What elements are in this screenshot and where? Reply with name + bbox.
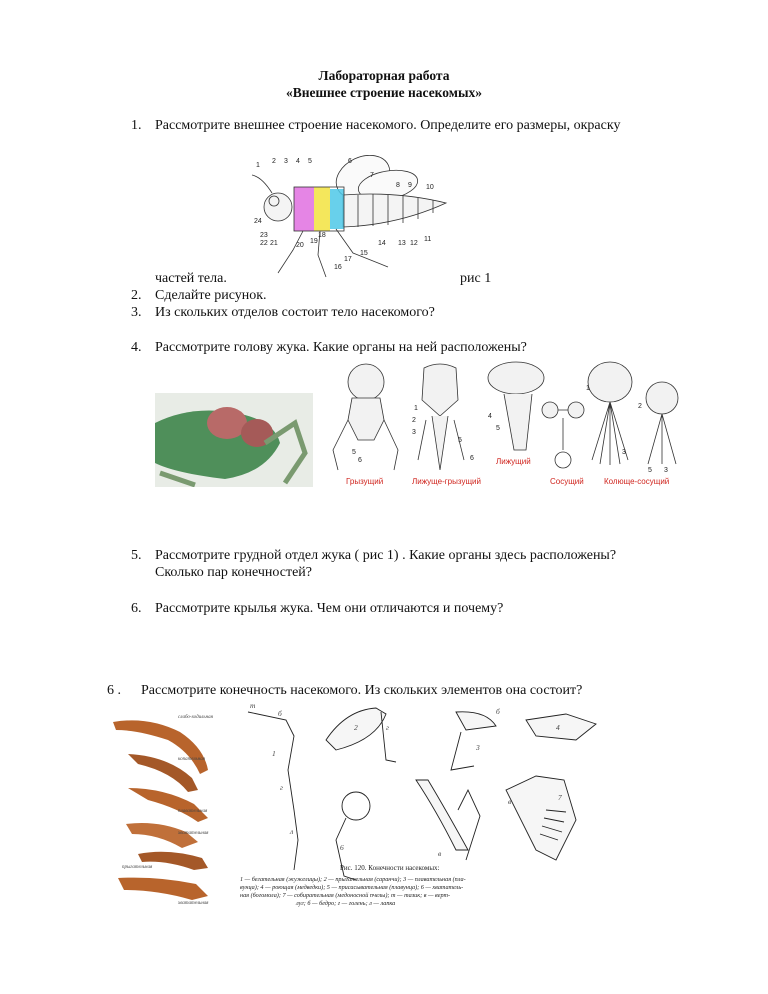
task-number: 6. <box>131 601 142 616</box>
svg-text:копательная: копательная <box>178 757 206 762</box>
caption-line-1: 1 — бегательная (жужелицы); 2 — прыгательная (саранчи); 3 — плавательная (пла- <box>240 876 466 883</box>
svg-text:в: в <box>438 849 442 858</box>
svg-text:2: 2 <box>412 417 416 424</box>
svg-text:21: 21 <box>270 240 278 247</box>
task-1-continuation: частей тела. <box>155 271 227 286</box>
caption-line-4: луг; б — бедро; г — голень; л — лапка <box>296 900 396 907</box>
svg-text:2: 2 <box>354 723 358 732</box>
caption-title: Рис. 120. Конечности насекомых: <box>340 864 440 872</box>
svg-text:1: 1 <box>414 405 418 412</box>
task-number: 5. <box>131 548 142 563</box>
caption-line-3: ная (богомола); 7 — собирательная (медоносной пчелы); т — тазик; в — верт- <box>240 892 451 899</box>
task-5-continuation: Сколько пар конечностей? <box>155 565 312 580</box>
svg-text:2: 2 <box>638 403 642 410</box>
figure-1-label: рис 1 <box>460 271 492 286</box>
task-6 <box>131 600 503 618</box>
limbs-line-drawings <box>236 700 616 908</box>
svg-text:24: 24 <box>254 218 262 225</box>
svg-text:4: 4 <box>296 158 300 165</box>
svg-text:г: г <box>280 783 283 792</box>
svg-text:прыгательная: прыгательная <box>122 865 153 870</box>
svg-text:7: 7 <box>370 172 374 179</box>
svg-text:6: 6 <box>348 158 352 165</box>
task-3 <box>131 304 435 322</box>
svg-text:19: 19 <box>310 238 318 245</box>
svg-text:3: 3 <box>284 158 288 165</box>
svg-text:1: 1 <box>256 162 260 169</box>
task-text: Сделайте рисунок. <box>155 288 267 303</box>
svg-text:10: 10 <box>426 184 434 191</box>
svg-text:17: 17 <box>344 256 352 263</box>
svg-text:3: 3 <box>664 467 668 474</box>
svg-text:18: 18 <box>318 232 326 239</box>
insect-diagram <box>248 155 448 280</box>
page-subtitle: «Внешнее строение насекомых» <box>285 85 483 100</box>
svg-text:8: 8 <box>396 182 400 189</box>
svg-text:11: 11 <box>424 236 432 243</box>
svg-text:6: 6 <box>358 457 362 464</box>
svg-text:1: 1 <box>586 385 590 392</box>
task-2 <box>131 287 267 305</box>
caption-piercing-sucking: Колюще-сосущий <box>604 477 670 486</box>
svg-text:7: 7 <box>558 793 562 802</box>
svg-text:4: 4 <box>556 723 560 732</box>
svg-text:5: 5 <box>458 437 462 444</box>
svg-text:5: 5 <box>496 425 500 432</box>
svg-text:б: б <box>496 707 500 716</box>
svg-text:3: 3 <box>412 429 416 436</box>
page-title: Лабораторная работа <box>318 68 450 83</box>
caption-licking: Лижущий <box>496 457 531 466</box>
svg-text:6: 6 <box>470 455 474 462</box>
svg-text:5: 5 <box>308 158 312 165</box>
svg-text:15: 15 <box>360 250 368 257</box>
svg-text:слабо-ходильная: слабо-ходильная <box>178 715 213 720</box>
task-5 <box>131 547 616 565</box>
svg-text:13: 13 <box>398 240 406 247</box>
svg-text:3: 3 <box>622 449 626 456</box>
caption-gnawing: Грызущий <box>346 477 384 486</box>
limb-photos <box>108 708 230 908</box>
task-text: Рассмотрите голову жука. Какие органы на ней расположены? <box>155 340 527 355</box>
svg-text:14: 14 <box>378 240 386 247</box>
task-number: 6 . <box>107 683 121 698</box>
svg-text:3: 3 <box>476 743 480 752</box>
svg-text:л: л <box>290 827 294 836</box>
svg-text:12: 12 <box>410 240 418 247</box>
task-number: 4. <box>131 340 142 355</box>
svg-text:плавательная: плавательная <box>178 809 208 814</box>
svg-text:1: 1 <box>272 749 276 758</box>
svg-text:20: 20 <box>296 242 304 249</box>
caption-sucking: Сосущий <box>550 477 584 486</box>
mouthparts-diagram <box>328 360 682 490</box>
svg-text:9: 9 <box>408 182 412 189</box>
svg-text:2: 2 <box>272 158 276 165</box>
svg-text:4: 4 <box>488 413 492 420</box>
task-text: Рассмотрите крылья жука. Чем они отличаются и почему? <box>155 601 504 616</box>
task-number: 1. <box>131 118 142 133</box>
task-6b <box>107 682 582 700</box>
task-number: 2. <box>131 288 142 303</box>
task-text: Рассмотрите внешнее строение насекомого. Определите его размеры, окраску <box>155 118 621 133</box>
svg-text:т: т <box>250 701 256 710</box>
caption-licking-gnawing: Лижуще-грызущий <box>412 477 481 486</box>
svg-text:г: г <box>386 723 389 732</box>
task-text: Рассмотрите конечность насекомого. Из скольких элементов она состоит? <box>141 683 583 698</box>
svg-text:6: 6 <box>340 843 344 852</box>
task-text: Рассмотрите грудной отдел жука ( рис 1) . Какие органы здесь расположены? <box>155 548 617 563</box>
svg-text:16: 16 <box>334 264 342 271</box>
task-text: Из скольких отделов состоит тело насекомого? <box>155 305 435 320</box>
svg-text:хватательная: хватательная <box>178 831 209 836</box>
svg-text:23: 23 <box>260 232 268 239</box>
svg-text:22: 22 <box>260 240 268 247</box>
svg-text:5: 5 <box>352 449 356 456</box>
svg-text:5: 5 <box>648 467 652 474</box>
task-4 <box>131 339 527 357</box>
svg-text:хватательная: хватательная <box>178 901 209 906</box>
caption-line-2: вунца); 4 — роющая (медведки); 5 — присасывательная (плавунца); 6 — хвататель- <box>240 884 464 891</box>
task-1 <box>131 117 620 135</box>
svg-text:в: в <box>508 797 512 806</box>
beetle-head-photo <box>155 393 313 487</box>
task-number: 3. <box>131 305 142 320</box>
svg-text:б: б <box>278 709 282 718</box>
